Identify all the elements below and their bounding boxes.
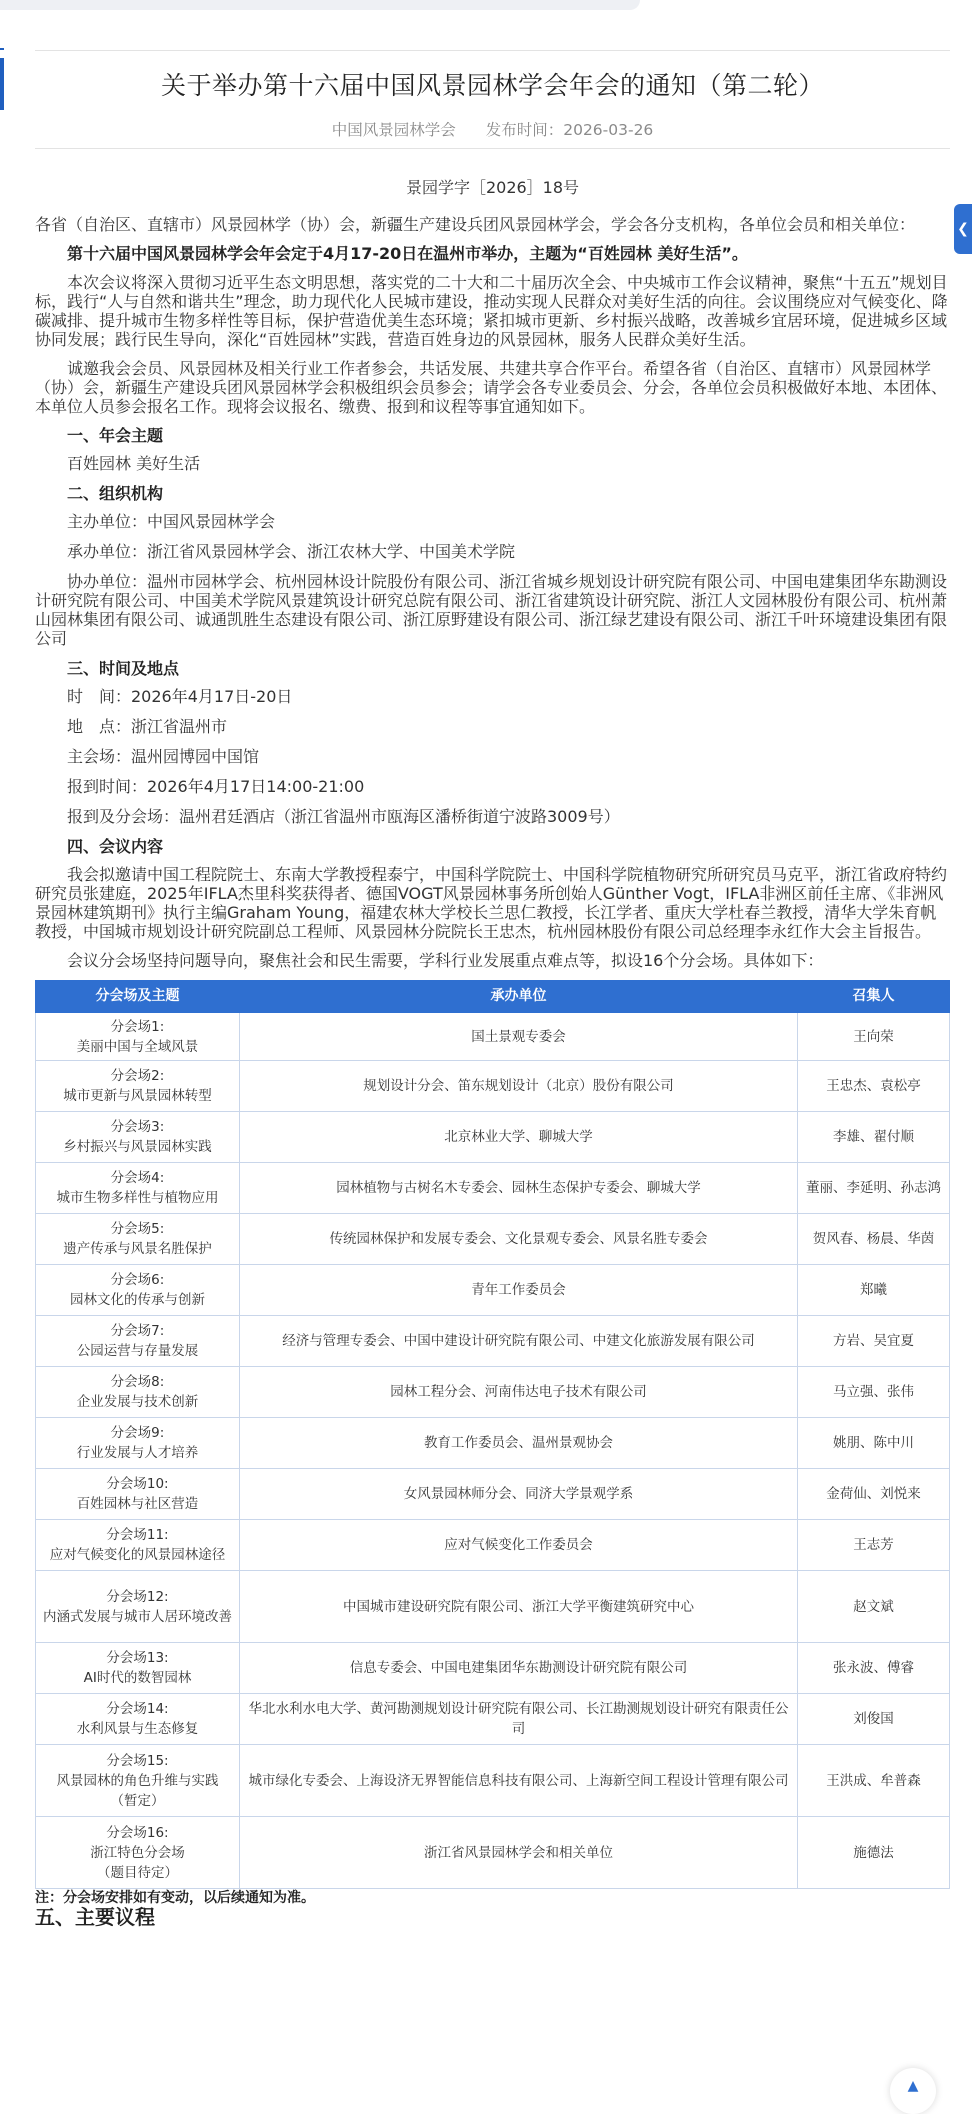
checkin-time: 报到时间：2026年4月17日14:00-21:00 <box>67 777 365 796</box>
section-heading-1: 一、年会主题 <box>67 426 164 445</box>
table-row <box>36 1694 950 1745</box>
session-cell <box>36 1214 240 1265</box>
co-organizer-unit: 协办单位：温州市园林学会、杭州园林设计院股份有限公司、浙江省城乡规划设计研究院有限公司、中国电建集团华东勘测设计研究院有限公司、中国美术学院风景建筑设计研究总院有限公司、浙江省建筑设计研究院、浙江人文园林股份有限公司、杭州萧山园林集团有限公司、诚通凯胜生态建设有限公司、浙江原野建设有限公司、浙江绿艺建设有限公司、浙江千叶环境建设集团有限公司 <box>35 572 948 648</box>
table-note: 注：分会场安排如有变动，以后续通知为准。 <box>35 1890 315 1906</box>
left-accent-bar <box>0 58 4 110</box>
table-row <box>36 1013 950 1061</box>
session-theme: 美丽中国与全域风景 <box>76 1038 199 1055</box>
organizer-cell: 青年工作委员会 <box>240 1265 798 1316</box>
section-heading-2: 二、组织机构 <box>67 484 164 503</box>
top-strip <box>0 0 972 12</box>
organizer-cell: 传统园林保护和发展专委会、文化景观专委会、风景名胜专委会 <box>240 1214 798 1265</box>
session-theme: 应对气候变化的风景园林途径 <box>49 1547 226 1563</box>
table-row <box>36 1643 950 1694</box>
event-place: 地 点：浙江省温州市 <box>67 717 228 736</box>
convener-cell: 董丽、李延明、孙志鸿 <box>798 1163 950 1214</box>
article-meta <box>35 118 950 140</box>
publish-date: 2026-03-26 <box>563 121 654 139</box>
convener-cell: 王志芳 <box>798 1520 950 1571</box>
session-theme: AI时代的数智园林 <box>83 1670 192 1686</box>
session-number: 分会场2: <box>110 1068 165 1084</box>
session-number: 分会场16: <box>106 1824 169 1841</box>
top-nav-pill <box>0 0 640 10</box>
session-theme: 百姓园林与社区营造 <box>76 1496 199 1512</box>
sessions-table <box>35 980 950 1889</box>
convener-cell: 张永波、傅睿 <box>798 1643 950 1694</box>
session-cell <box>36 1817 240 1889</box>
salutation: 各省（自治区、直辖市）风景园林学（协）会，新疆生产建设兵团风景园林学会，学会各分支机构，各单位会员和相关单位： <box>35 215 916 234</box>
table-row <box>36 1061 950 1112</box>
column-header: 召集人 <box>798 981 950 1013</box>
organizer-cell: 应对气候变化工作委员会 <box>240 1520 798 1571</box>
convener-cell: 王洪成、牟普森 <box>798 1745 950 1817</box>
arrow-up-icon: ▲ <box>907 2078 919 2094</box>
session-theme: 公园运营与存量发展 <box>76 1343 199 1359</box>
session-theme-note: （题目待定） <box>97 1864 178 1881</box>
session-number: 分会场6: <box>110 1272 165 1288</box>
session-cell <box>36 1112 240 1163</box>
paragraph-2: 诚邀我会会员、风景园林及相关行业工作者参会，共话发展、共建共享合作平台。希望各省（自治区、直辖市）风景园林学（协）会，新疆生产建设兵团风景园林学会积极组织会员参会；请学会各专业委员会、分会，各单位会员积极做好本地、本团体、本单位人员参会报名工作。现将会议报名、缴费、报到和议程等事宜通知如下。 <box>35 359 948 416</box>
session-theme: 城市生物多样性与植物应用 <box>56 1190 219 1206</box>
organizer-cell: 经济与管理专委会、中国中建设计研究院有限公司、中建文化旅游发展有限公司 <box>240 1316 798 1367</box>
organizer-cell: 国土景观专委会 <box>240 1013 798 1061</box>
organizer-cell: 教育工作委员会、温州景观协会 <box>240 1418 798 1469</box>
session-cell <box>36 1163 240 1214</box>
organizer-cell: 北京林业大学、聊城大学 <box>240 1112 798 1163</box>
session-cell <box>36 1745 240 1817</box>
table-header-row <box>36 981 950 1013</box>
organizer-unit: 承办单位：浙江省风景园林学会、浙江农林大学、中国美术学院 <box>67 542 516 561</box>
session-theme-note: （暂定） <box>110 1792 165 1809</box>
session-theme: 企业发展与技术创新 <box>76 1394 199 1410</box>
article-frame <box>35 50 950 2103</box>
convener-cell: 马立强、张伟 <box>798 1367 950 1418</box>
convener-cell: 王忠杰、袁松亭 <box>798 1061 950 1112</box>
paragraph-1: 本次会议将深入贯彻习近平生态文明思想，落实党的二十大和二十届历次全会、中央城市工作会议精神，聚焦“十五五”规划目标，践行“人与自然和谐共生”理念，助力现代化人民城市建设，推动实现人民群众对美好生活的向往。会议围绕应对气候变化、降碳减排、提升城市生物多样性等目标，保护营造优美生态环境；紧扣城市更新、乡村振兴战略，改善城乡宜居环境，促进城乡区域协同发展；践行民生导向，深化“百姓园林”实践，营造百姓身边的风景园林，服务人民群众美好生活。 <box>35 273 948 349</box>
table-row <box>36 1265 950 1316</box>
convener-cell: 贺风春、杨晨、华茵 <box>798 1214 950 1265</box>
table-row <box>36 1316 950 1367</box>
table-row <box>36 1367 950 1418</box>
session-number: 分会场4: <box>110 1170 165 1186</box>
session-number: 分会场12: <box>106 1588 169 1605</box>
session-theme: 浙江特色分会场 <box>90 1844 185 1861</box>
convener-cell: 方岩、吴宜夏 <box>798 1316 950 1367</box>
session-cell <box>36 1418 240 1469</box>
organizer-cell: 华北水利水电大学、黄河勘测规划设计研究院有限公司、长江勘测规划设计研究有限责任公司 <box>240 1694 798 1745</box>
organizer-cell: 信息专委会、中国电建集团华东勘测设计研究院有限公司 <box>240 1643 798 1694</box>
column-header: 承办单位 <box>240 981 798 1013</box>
side-panel-toggle[interactable] <box>954 204 972 254</box>
scroll-to-top-button[interactable] <box>890 2068 936 2114</box>
table-row <box>36 1520 950 1571</box>
organizer-cell: 中国城市建设研究院有限公司、浙江大学平衡建筑研究中心 <box>240 1571 798 1643</box>
section-heading-5: 五、主要议程 <box>35 1905 155 1929</box>
session-number: 分会场8: <box>110 1374 165 1390</box>
session-theme: 遗产传承与风景名胜保护 <box>63 1241 212 1257</box>
session-number: 分会场11: <box>106 1527 169 1543</box>
convener-cell: 姚朋、陈中川 <box>798 1418 950 1469</box>
session-number: 分会场9: <box>110 1425 165 1441</box>
session-cell <box>36 1367 240 1418</box>
session-number: 分会场10: <box>106 1476 169 1492</box>
paragraph-3: 我会拟邀请中国工程院院士、东南大学教授程泰宁，中国科学院院士、中国科学院植物研究所研究员马克平，浙江省政府特约研究员张建庭，2025年IFLA杰里科奖获得者、德国VOGT风景园林事务所创始人Günther Vogt，IFLA非洲区前任主席、《非洲风景园林建筑期刊》执行主编Graham Young，福建农林大学校长兰思仁教授，长江学者、重庆大学杜春兰教授，清华大学朱育帆教授，中国城市规划设计研究院副总工程师、风景园林分院院长王忠杰，杭州园林股份有限公司总经理李永红作大会主旨报告。 <box>35 865 948 941</box>
session-number: 分会场1: <box>110 1018 165 1035</box>
organizer-cell: 城市绿化专委会、上海设济无界智能信息科技有限公司、上海新空间工程设计管理有限公司 <box>240 1745 798 1817</box>
convener-cell: 李雄、翟付顺 <box>798 1112 950 1163</box>
section-heading-4: 四、会议内容 <box>67 837 164 856</box>
convener-cell: 金荷仙、刘悦来 <box>798 1469 950 1520</box>
table-row <box>36 1163 950 1214</box>
session-theme: 内涵式发展与城市人居环境改善 <box>43 1608 232 1625</box>
session-cell <box>36 1013 240 1061</box>
session-cell <box>36 1643 240 1694</box>
table-row <box>36 1817 950 1889</box>
session-theme: 水利风景与生态修复 <box>76 1721 199 1737</box>
session-theme: 园林文化的传承与创新 <box>70 1292 205 1308</box>
organizer-cell: 园林工程分会、河南伟达电子技术有限公司 <box>240 1367 798 1418</box>
divider <box>35 50 950 51</box>
article-title: 关于举办第十六届中国风景园林学会年会的通知（第二轮） <box>160 71 824 100</box>
session-theme: 城市更新与风景园林转型 <box>63 1088 212 1104</box>
session-theme: 行业发展与人才培养 <box>76 1445 199 1461</box>
lead-paragraph: 第十六届中国风景园林学会年会定于4月17-20日在温州市举办，主题为“百姓园林 美好生活”。 <box>67 244 748 263</box>
session-cell <box>36 1061 240 1112</box>
session-cell <box>36 1469 240 1520</box>
session-cell <box>36 1520 240 1571</box>
session-number: 分会场13: <box>106 1650 169 1666</box>
table-row <box>36 1745 950 1817</box>
left-tick <box>0 48 4 50</box>
section-heading-3: 三、时间及地点 <box>67 659 180 678</box>
table-row <box>36 1469 950 1520</box>
table-row <box>36 1418 950 1469</box>
article-body <box>35 178 950 1927</box>
organizer-cell: 浙江省风景园林学会和相关单位 <box>240 1817 798 1889</box>
date-label: 发布时间： <box>485 121 564 139</box>
event-time: 时 间：2026年4月17日-20日 <box>67 687 293 706</box>
sessions-table-body <box>36 1013 950 1889</box>
divider <box>35 148 950 149</box>
convener-cell: 郑曦 <box>798 1265 950 1316</box>
session-number: 分会场5: <box>110 1221 165 1237</box>
convener-cell: 施德法 <box>798 1817 950 1889</box>
column-header: 分会场及主题 <box>36 981 240 1013</box>
table-row <box>36 1571 950 1643</box>
session-cell <box>36 1265 240 1316</box>
organizer-cell: 规划设计分会、笛东规划设计（北京）股份有限公司 <box>240 1061 798 1112</box>
session-theme: 乡村振兴与风景园林实践 <box>63 1139 212 1155</box>
session-theme: 风景园林的角色升维与实践 <box>56 1772 219 1789</box>
table-row <box>36 1214 950 1265</box>
organizer-cell: 女风景园林师分会、同济大学景观学系 <box>240 1469 798 1520</box>
doc-number: 景园学字［2026］18号 <box>405 178 580 197</box>
publisher: 中国风景园林学会 <box>331 121 456 139</box>
checkin-venue: 报到及分会场：温州君廷酒店（浙江省温州市瓯海区潘桥街道宁波路3009号） <box>67 807 620 826</box>
session-number: 分会场3: <box>110 1119 165 1135</box>
session-number: 分会场15: <box>106 1752 169 1769</box>
session-number: 分会场7: <box>110 1323 165 1339</box>
table-row <box>36 1112 950 1163</box>
session-number: 分会场14: <box>106 1701 169 1717</box>
paragraph-4: 会议分会场坚持问题导向，聚焦社会和民生需要，学科行业发展重点难点等，拟设16个分会场。具体如下： <box>67 951 824 970</box>
convener-cell: 刘俊国 <box>798 1694 950 1745</box>
convener-cell: 王向荣 <box>798 1013 950 1061</box>
main-venue: 主会场：温州园博园中国馆 <box>67 747 260 766</box>
convener-cell: 赵文斌 <box>798 1571 950 1643</box>
session-cell <box>36 1316 240 1367</box>
session-cell <box>36 1571 240 1643</box>
host-unit: 主办单位：中国风景园林学会 <box>67 512 276 531</box>
session-cell <box>36 1694 240 1745</box>
chevron-left-icon: ❮ <box>957 221 969 237</box>
theme-text: 百姓园林 美好生活 <box>67 454 201 473</box>
organizer-cell: 园林植物与古树名木专委会、园林生态保护专委会、聊城大学 <box>240 1163 798 1214</box>
